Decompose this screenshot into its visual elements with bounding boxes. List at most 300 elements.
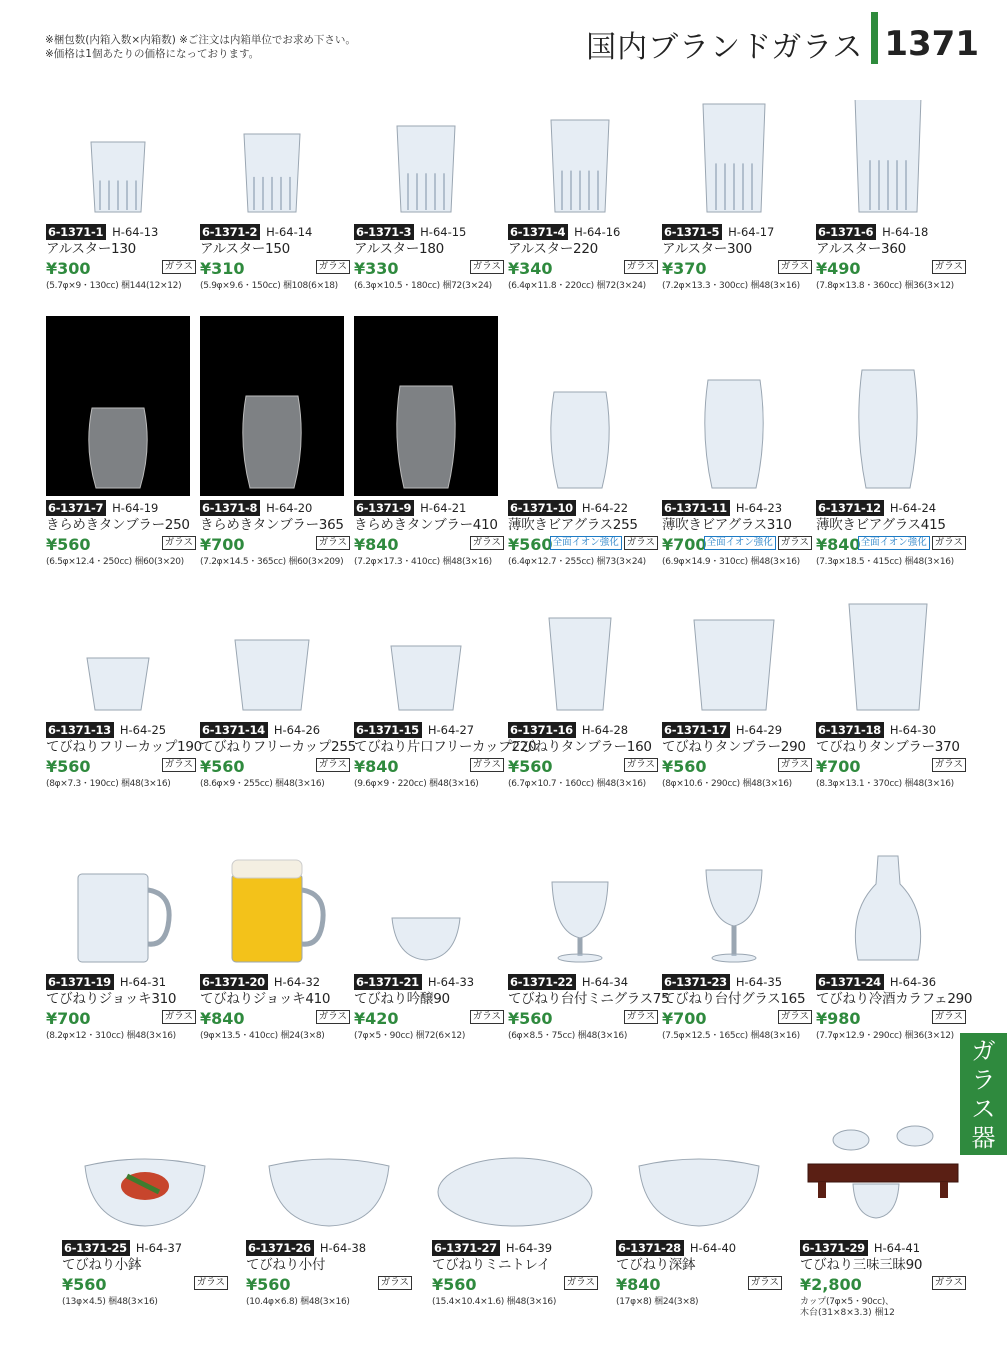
- product-price: ¥560: [662, 756, 707, 776]
- product-name: 薄吹きビアグラス310: [662, 517, 792, 533]
- material-tags: [162, 1010, 196, 1024]
- price-line: [246, 1274, 412, 1294]
- product-card[interactable]: [816, 850, 973, 1041]
- material-tags: [858, 536, 966, 550]
- product-price: ¥560: [508, 756, 553, 776]
- page-number: 1371: [884, 24, 979, 64]
- product-image[interactable]: [62, 1118, 228, 1236]
- product-code: 6-1371-13: [46, 722, 114, 738]
- product-price: ¥840: [354, 756, 399, 776]
- product-spec: (7φ×5・90cc) 梱72(6×12): [354, 1031, 466, 1041]
- product-spec: (6.5φ×12.4・250cc) 梱60(3×20): [46, 557, 184, 567]
- product-code-line: [354, 224, 504, 240]
- product-code-line: [816, 722, 966, 738]
- product-image[interactable]: [46, 316, 190, 496]
- product-card[interactable]: [816, 598, 966, 789]
- product-card[interactable]: [46, 598, 202, 789]
- product-name: てびねり台付ミニグラス75: [508, 991, 670, 1007]
- product-code-line: [508, 224, 658, 240]
- material-tags: [778, 758, 812, 772]
- product-spec: (9.6φ×9・220cc) 梱48(3×16): [354, 779, 479, 789]
- product-price: ¥840: [354, 534, 399, 554]
- material-tags: [932, 1010, 966, 1024]
- product-image[interactable]: [816, 316, 960, 496]
- product-price: ¥700: [46, 1008, 91, 1028]
- product-hnumber: H-64-34: [581, 975, 629, 989]
- product-price: ¥560: [62, 1274, 107, 1294]
- product-card[interactable]: [200, 598, 356, 789]
- product-hnumber: H-64-37: [135, 1241, 183, 1255]
- product-code-line: [200, 722, 350, 738]
- product-card[interactable]: [800, 1118, 966, 1319]
- product-hnumber: H-64-20: [266, 501, 313, 515]
- product-price: ¥560: [46, 756, 91, 776]
- glass-tag: ガラス: [778, 1010, 812, 1024]
- product-image[interactable]: [800, 1118, 966, 1236]
- product-code: 6-1371-22: [508, 974, 576, 990]
- product-name: アルスター150: [200, 241, 290, 257]
- product-code: 6-1371-16: [508, 722, 576, 738]
- page-title: 国内ブランドガラス: [586, 30, 864, 65]
- glass-tag: ガラス: [932, 1276, 966, 1290]
- product-card[interactable]: [46, 100, 196, 291]
- product-card[interactable]: [200, 316, 350, 567]
- product-code-line: [62, 1240, 228, 1256]
- product-name: てびねり小鉢: [62, 1257, 142, 1273]
- product-code-line: [46, 722, 196, 738]
- product-hnumber: H-64-32: [273, 975, 321, 989]
- product-code: 6-1371-12: [816, 500, 884, 516]
- product-name: アルスター360: [816, 241, 906, 257]
- product-spec: (10.4φ×6.8) 梱48(3×16): [246, 1297, 350, 1307]
- price-line: [354, 756, 504, 776]
- product-spec: (6.9φ×14.9・310cc) 梱48(3×16): [662, 557, 800, 567]
- glass-tag: ガラス: [932, 758, 966, 772]
- material-tags: [550, 536, 658, 550]
- price-line: [354, 258, 504, 278]
- material-tags: [162, 536, 196, 550]
- product-spec: (7.2φ×17.3・410cc) 梱48(3×16): [354, 557, 492, 567]
- material-tags: [624, 758, 658, 772]
- product-hnumber: H-64-25: [119, 723, 167, 737]
- product-image[interactable]: [816, 100, 960, 220]
- product-code-line: [816, 500, 966, 516]
- product-price: ¥560: [246, 1274, 291, 1294]
- product-image[interactable]: [662, 598, 806, 718]
- glass-tag: ガラス: [624, 260, 658, 274]
- price-line: [816, 258, 966, 278]
- product-spec: (7.3φ×18.5・415cc) 梱48(3×16): [816, 557, 954, 567]
- glass-tag: ガラス: [470, 758, 504, 772]
- material-tags: [704, 536, 812, 550]
- product-image[interactable]: [616, 1118, 782, 1236]
- glass-tag: ガラス: [748, 1276, 782, 1290]
- product-code-line: [46, 974, 196, 990]
- product-code: 6-1371-25: [62, 1240, 130, 1256]
- product-image[interactable]: [816, 598, 960, 718]
- product-image[interactable]: [200, 100, 344, 220]
- glass-tag: ガラス: [316, 1010, 350, 1024]
- product-card[interactable]: [200, 100, 350, 291]
- product-image[interactable]: [508, 100, 652, 220]
- glass-tag: ガラス: [162, 758, 196, 772]
- product-hnumber: H-64-19: [112, 501, 159, 515]
- product-price: ¥560: [200, 756, 245, 776]
- price-line: [662, 1008, 812, 1028]
- product-name: てびねり台付グラス165: [662, 991, 806, 1007]
- product-spec: (6φ×8.5・75cc) 梱48(3×16): [508, 1031, 628, 1041]
- product-name: きらめきタンブラー365: [200, 517, 344, 533]
- product-price: ¥840: [616, 1274, 661, 1294]
- product-spec-2: 木台(31×8×3.3) 梱12: [800, 1308, 895, 1318]
- product-hnumber: H-64-17: [728, 225, 775, 239]
- product-code-line: [662, 500, 812, 516]
- price-line: [662, 258, 812, 278]
- material-tags: [932, 1276, 966, 1290]
- product-code-line: [616, 1240, 782, 1256]
- product-price: ¥700: [662, 534, 707, 554]
- ion-tempered-tag: 全面イオン強化: [858, 536, 930, 550]
- product-hnumber: H-64-40: [689, 1241, 737, 1255]
- product-code: 6-1371-4: [508, 224, 568, 240]
- product-spec: (8.3φ×13.1・370cc) 梱48(3×16): [816, 779, 954, 789]
- material-tags: [162, 758, 196, 772]
- material-tags: [778, 260, 812, 274]
- glass-tag: ガラス: [624, 1010, 658, 1024]
- product-spec: (8.6φ×9・255cc) 梱48(3×16): [200, 779, 325, 789]
- product-card[interactable]: [354, 850, 504, 1041]
- material-tags: [316, 536, 350, 550]
- product-code-line: [816, 974, 966, 990]
- price-line: [616, 1274, 782, 1294]
- product-card[interactable]: [46, 316, 196, 567]
- product-code-line: [816, 224, 966, 240]
- product-name: 薄吹きビアグラス415: [816, 517, 946, 533]
- product-name: きらめきタンブラー410: [354, 517, 498, 533]
- price-line: [354, 534, 504, 554]
- product-code: 6-1371-29: [800, 1240, 868, 1256]
- glass-tag: ガラス: [624, 758, 658, 772]
- product-spec: (8.2φ×12・310cc) 梱48(3×16): [46, 1031, 176, 1041]
- product-image[interactable]: [46, 100, 190, 220]
- product-card[interactable]: [432, 1118, 598, 1307]
- product-hnumber: H-64-27: [427, 723, 475, 737]
- product-hnumber: H-64-31: [119, 975, 167, 989]
- product-image[interactable]: [662, 316, 806, 496]
- product-code-line: [508, 500, 658, 516]
- price-line: [46, 534, 196, 554]
- product-code: 6-1371-26: [246, 1240, 314, 1256]
- glass-tag: ガラス: [778, 536, 812, 550]
- product-hnumber: H-64-26: [273, 723, 321, 737]
- price-line: [508, 534, 658, 554]
- price-line: [354, 1008, 504, 1028]
- product-hnumber: H-64-24: [889, 501, 937, 515]
- product-image[interactable]: [354, 850, 498, 970]
- product-code: 6-1371-1: [46, 224, 106, 240]
- glass-tag: ガラス: [316, 260, 350, 274]
- product-code: 6-1371-14: [200, 722, 268, 738]
- material-tags: [378, 1276, 412, 1290]
- product-code: 6-1371-20: [200, 974, 268, 990]
- price-line: [662, 534, 812, 554]
- product-code: 6-1371-28: [616, 1240, 684, 1256]
- price-line: [46, 258, 196, 278]
- product-code-line: [508, 974, 658, 990]
- product-spec: (7.7φ×12.9・290cc) 梱36(3×12): [816, 1031, 954, 1041]
- product-card[interactable]: [46, 850, 196, 1041]
- product-price: ¥560: [46, 534, 91, 554]
- product-spec: カップ(7φ×5・90cc)、: [800, 1297, 894, 1307]
- material-tags: [316, 260, 350, 274]
- glass-tag: ガラス: [564, 1276, 598, 1290]
- product-code: 6-1371-8: [200, 500, 260, 516]
- product-hnumber: H-64-30: [889, 723, 937, 737]
- product-spec: (13φ×4.5) 梱48(3×16): [62, 1297, 158, 1307]
- product-price: ¥840: [816, 534, 861, 554]
- product-image[interactable]: [246, 1118, 412, 1236]
- product-image[interactable]: [354, 316, 498, 496]
- material-tags: [470, 536, 504, 550]
- glass-tag: ガラス: [470, 260, 504, 274]
- product-code-line: [200, 500, 350, 516]
- product-card[interactable]: [508, 100, 658, 291]
- product-code: 6-1371-19: [46, 974, 114, 990]
- product-code: 6-1371-15: [354, 722, 422, 738]
- price-line: [662, 756, 812, 776]
- glass-tag: ガラス: [470, 1010, 504, 1024]
- product-code-line: [354, 500, 504, 516]
- product-code-line: [354, 974, 504, 990]
- product-code-line: [200, 224, 350, 240]
- glass-tag: ガラス: [162, 260, 196, 274]
- product-image[interactable]: [508, 850, 652, 970]
- product-price: ¥2,800: [800, 1274, 862, 1294]
- note-line-2: ※価格は1個あたりの価格になっております。: [45, 48, 260, 60]
- product-code-line: [662, 722, 812, 738]
- material-tags: [624, 260, 658, 274]
- price-line: [816, 534, 966, 554]
- product-price: ¥840: [200, 1008, 245, 1028]
- ion-tempered-tag: 全面イオン強化: [704, 536, 776, 550]
- product-card[interactable]: [816, 316, 966, 567]
- product-image[interactable]: [432, 1118, 598, 1236]
- material-tags: [470, 758, 504, 772]
- product-code: 6-1371-27: [432, 1240, 500, 1256]
- product-code: 6-1371-24: [816, 974, 884, 990]
- product-name: アルスター300: [662, 241, 752, 257]
- product-name: てびねりタンブラー370: [816, 739, 960, 755]
- product-name: てびねり小付: [246, 1257, 326, 1273]
- product-code-line: [46, 224, 196, 240]
- product-card[interactable]: [816, 100, 966, 291]
- product-spec: (5.9φ×9.6・150cc) 梱108(6×18): [200, 281, 338, 291]
- material-tags: [194, 1276, 228, 1290]
- product-code: 6-1371-3: [354, 224, 414, 240]
- material-tags: [316, 1010, 350, 1024]
- page-header: [586, 18, 979, 70]
- category-side-tab[interactable]: [960, 1033, 1007, 1155]
- product-hnumber: H-64-18: [882, 225, 929, 239]
- product-image[interactable]: [46, 850, 190, 970]
- price-line: [46, 1008, 196, 1028]
- product-code: 6-1371-5: [662, 224, 722, 240]
- price-line: [432, 1274, 598, 1294]
- product-hnumber: H-64-29: [735, 723, 783, 737]
- material-tags: [932, 758, 966, 772]
- product-name: てびねりミニトレイ: [432, 1257, 551, 1273]
- category-side-tab-label: ガラス器: [971, 1037, 996, 1152]
- product-hnumber: H-64-14: [266, 225, 313, 239]
- product-card[interactable]: [662, 598, 812, 789]
- price-line: [508, 756, 658, 776]
- product-hnumber: H-64-21: [420, 501, 467, 515]
- product-spec: (7.2φ×14.5・365cc) 梱60(3×209): [200, 557, 344, 567]
- product-card[interactable]: [508, 850, 670, 1041]
- product-spec: (7.8φ×13.8・360cc) 梱36(3×12): [816, 281, 954, 291]
- product-code-line: [508, 722, 658, 738]
- product-image[interactable]: [662, 100, 806, 220]
- product-spec: (8φ×10.6・290cc) 梱48(3×16): [662, 779, 792, 789]
- product-hnumber: H-64-39: [505, 1241, 553, 1255]
- material-tags: [778, 1010, 812, 1024]
- product-code-line: [662, 974, 812, 990]
- product-name: てびねり三味三昧90: [800, 1257, 923, 1273]
- price-line: [816, 756, 966, 776]
- material-tags: [470, 1010, 504, 1024]
- product-card[interactable]: [62, 1118, 228, 1307]
- product-spec: (7.5φ×12.5・165cc) 梱48(3×16): [662, 1031, 800, 1041]
- product-code-line: [246, 1240, 412, 1256]
- product-price: ¥300: [46, 258, 91, 278]
- glass-tag: ガラス: [316, 536, 350, 550]
- product-spec: (8φ×7.3・190cc) 梱48(3×16): [46, 779, 171, 789]
- product-hnumber: H-64-22: [581, 501, 629, 515]
- glass-tag: ガラス: [624, 536, 658, 550]
- product-name: てびねりフリーカップ190: [46, 739, 202, 755]
- product-price: ¥700: [200, 534, 245, 554]
- price-line: [200, 258, 350, 278]
- product-image[interactable]: [354, 598, 498, 718]
- product-hnumber: H-64-28: [581, 723, 629, 737]
- price-line: [46, 756, 196, 776]
- material-tags: [470, 260, 504, 274]
- header-accent-bar: [871, 12, 878, 64]
- price-line: [62, 1274, 228, 1294]
- material-tags: [316, 758, 350, 772]
- product-image[interactable]: [816, 850, 960, 970]
- product-name: 薄吹きビアグラス255: [508, 517, 638, 533]
- product-name: てびねり片口フリーカップ220: [354, 739, 537, 755]
- product-spec: (15.4×10.4×1.6) 梱48(3×16): [432, 1297, 557, 1307]
- glass-tag: ガラス: [778, 260, 812, 274]
- glass-tag: ガラス: [378, 1276, 412, 1290]
- glass-tag: ガラス: [194, 1276, 228, 1290]
- product-card[interactable]: [200, 850, 350, 1041]
- product-hnumber: H-64-36: [889, 975, 937, 989]
- price-line: [508, 258, 658, 278]
- price-line: [816, 1008, 966, 1028]
- product-name: てびねりタンブラー160: [508, 739, 652, 755]
- product-hnumber: H-64-23: [735, 501, 783, 515]
- product-spec: (6.7φ×10.7・160cc) 梱48(3×16): [508, 779, 646, 789]
- product-price: ¥560: [508, 1008, 553, 1028]
- product-card[interactable]: [508, 598, 658, 789]
- product-image[interactable]: [508, 316, 652, 496]
- glass-tag: ガラス: [162, 1010, 196, 1024]
- product-name: てびねりタンブラー290: [662, 739, 806, 755]
- product-image[interactable]: [200, 850, 344, 970]
- product-image[interactable]: [200, 598, 344, 718]
- product-hnumber: H-64-33: [427, 975, 475, 989]
- product-spec: (6.3φ×10.5・180cc) 梱72(3×24): [354, 281, 492, 291]
- product-code: 6-1371-18: [816, 722, 884, 738]
- product-code: 6-1371-17: [662, 722, 730, 738]
- product-image[interactable]: [46, 598, 190, 718]
- product-code: 6-1371-2: [200, 224, 260, 240]
- product-image[interactable]: [662, 850, 806, 970]
- note-line-1: ※梱包数(内箱入数×内箱数) ※ご注文は内箱単位でお求め下さい。: [45, 34, 356, 46]
- glass-tag: ガラス: [470, 536, 504, 550]
- product-price: ¥330: [354, 258, 399, 278]
- product-image[interactable]: [508, 598, 652, 718]
- product-spec: (9φ×13.5・410cc) 梱24(3×8): [200, 1031, 325, 1041]
- product-card[interactable]: [662, 100, 812, 291]
- product-code: 6-1371-7: [46, 500, 106, 516]
- price-line: [200, 1008, 350, 1028]
- product-hnumber: H-64-38: [319, 1241, 367, 1255]
- price-line: [800, 1274, 966, 1294]
- product-name: アルスター130: [46, 241, 136, 257]
- material-tags: [564, 1276, 598, 1290]
- product-card[interactable]: [508, 316, 658, 567]
- product-price: ¥340: [508, 258, 553, 278]
- product-card[interactable]: [616, 1118, 782, 1307]
- glass-tag: ガラス: [162, 536, 196, 550]
- product-price: ¥490: [816, 258, 861, 278]
- product-card[interactable]: [662, 850, 812, 1041]
- product-name: アルスター220: [508, 241, 598, 257]
- glass-tag: ガラス: [316, 758, 350, 772]
- product-image[interactable]: [200, 316, 344, 496]
- product-name: てびねり深鉢: [616, 1257, 696, 1273]
- product-code: 6-1371-10: [508, 500, 576, 516]
- product-code-line: [354, 722, 504, 738]
- product-hnumber: H-64-13: [112, 225, 159, 239]
- product-code: 6-1371-6: [816, 224, 876, 240]
- product-card[interactable]: [354, 316, 504, 567]
- price-line: [200, 534, 350, 554]
- glass-tag: ガラス: [932, 1010, 966, 1024]
- material-tags: [624, 1010, 658, 1024]
- product-card[interactable]: [246, 1118, 412, 1307]
- product-hnumber: H-64-15: [420, 225, 467, 239]
- product-code-line: [662, 224, 812, 240]
- product-name: きらめきタンブラー250: [46, 517, 190, 533]
- product-code-line: [46, 500, 196, 516]
- product-code-line: [200, 974, 350, 990]
- product-card[interactable]: [662, 316, 812, 567]
- product-price: ¥980: [816, 1008, 861, 1028]
- product-image[interactable]: [354, 100, 498, 220]
- product-spec: (7.2φ×13.3・300cc) 梱48(3×16): [662, 281, 800, 291]
- product-card[interactable]: [354, 100, 504, 291]
- product-hnumber: H-64-16: [574, 225, 621, 239]
- glass-tag: ガラス: [932, 536, 966, 550]
- product-spec: (6.4φ×12.7・255cc) 梱73(3×24): [508, 557, 646, 567]
- header-notes: [45, 33, 356, 61]
- product-name: てびねりジョッキ310: [46, 991, 177, 1007]
